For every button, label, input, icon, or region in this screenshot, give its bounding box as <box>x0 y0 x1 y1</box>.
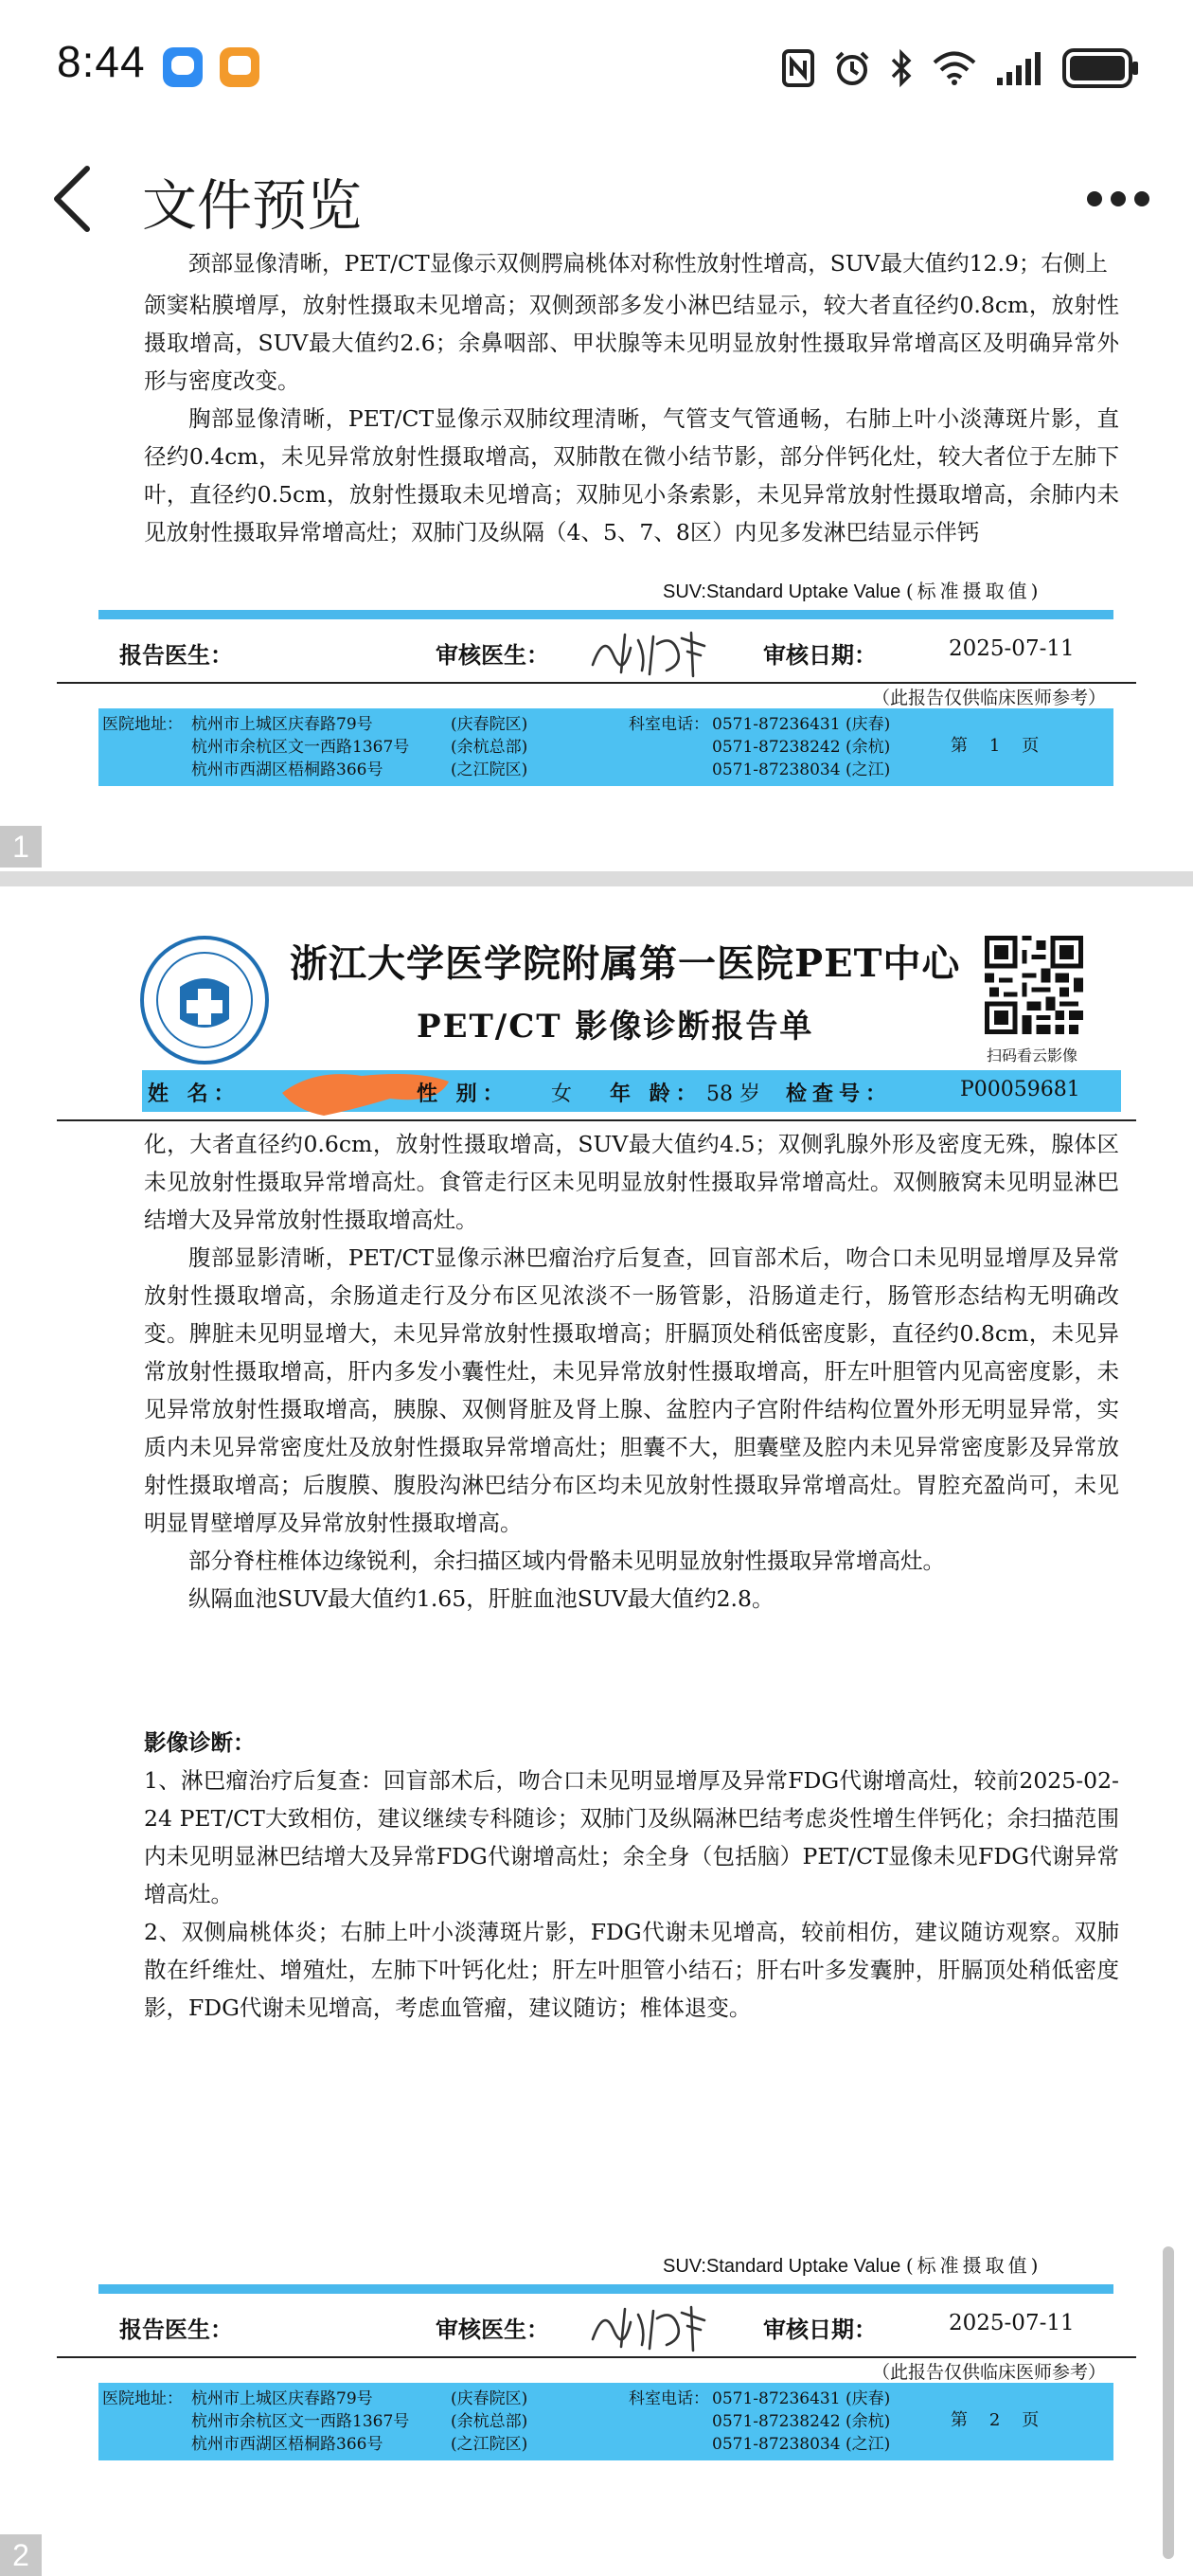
pdf-page-2 <box>0 886 1193 2576</box>
bluetooth-icon <box>890 49 913 87</box>
more-dots-icon <box>1085 180 1151 218</box>
report-title: PET/CT 影像诊断报告单 <box>417 1008 814 1046</box>
age-value: 58 岁 <box>706 1082 760 1106</box>
status-time: 8:44 <box>57 37 146 86</box>
reference-note: （此报告仅供临床医师参考） <box>871 2362 1106 2383</box>
age-label: 年 龄： <box>610 1082 703 1106</box>
system-icons <box>782 45 1140 91</box>
review-date: 2025-07-11 <box>949 2311 1075 2335</box>
report-body <box>144 1125 1119 1618</box>
nfc-icon <box>782 49 814 87</box>
paragraph: 颌窦粘膜增厚，放射性摄取未见增高；双侧颈部多发小淋巴结显示，较大者直径约0.8cm，放射性摄取增高，SUV最大值约2.6；余鼻咽部、甲状腺等未见明显放射性摄取异常增高区及明确异常外形与密度改变。 <box>144 292 1119 394</box>
review-doctor-label: 审核医生： <box>436 641 549 669</box>
back-button[interactable] <box>45 163 102 235</box>
review-doctor-label: 审核医生： <box>436 2316 549 2343</box>
paragraph: 腹部显影清晰，PET/CT显像示淋巴瘤治疗后复查，回盲部术后，吻合口未见明显增厚及异常放射性摄取增高，余肠道走行及分布区见浓淡不一肠管影，沿肠道走行，肠管形态结构无明确改变。脾脏未见明显增大，未见异常放射性摄取增高；肝膈顶处稍低密度影，直径约0.8cm，未见异常放射性摄取增高，肝内多发小囊性灶，未见异常放射性摄取增高，肝左叶胆管内见高密度影，未见异常放射性摄取增高，胰腺、双侧肾脏及肾上腺、盆腔内子宫附件结构位置外形无明显异常，实质内未见异常密度灶及放射性摄取异常增高灶；胆囊不大，胆囊壁及腔内未见异常密度影及异常放射性摄取增高；后腹膜、腹股沟淋巴结分布区均未见放射性摄取异常增高灶。胃腔充盈尚可，未见明显胃壁增厚及异常放射性摄取增高。 <box>144 1244 1119 1536</box>
app-notification-icon <box>220 47 259 87</box>
suv-note: SUV:Standard Uptake Value (标准摄取值) <box>663 580 1042 602</box>
more-button[interactable] <box>1085 180 1151 218</box>
qr-caption: 扫码看云影像 <box>987 1046 1078 1064</box>
review-date: 2025-07-11 <box>949 636 1075 661</box>
phone-list: 0571-87236431 (庆春) 0571-87238242 (余杭) 0571-87238034 (之江) <box>712 2389 891 2454</box>
address-label: 医院地址： <box>102 2389 183 2408</box>
text-line: 颈部显像清晰，PET/CT显像示双侧腭扁桃体对称性放射性增高，SUV最大值约12.9；右侧上 <box>188 250 1108 277</box>
paragraph: 胸部显像清晰，PET/CT显像示双肺纹理清晰，气管支气管通畅，右肺上叶小淡薄斑片影，直径约0.4cm，未见异常放射性摄取增高，双肺散在微小结节影，部分伴钙化灶，较大者位于左肺下叶，直径约0.5cm，放射性摄取未见增高；双肺见小条索影，未见异常放射性摄取增高，余肺内未见放射性摄取异常增高灶；双肺门及纵隔（4、5、7、8区）内见多发淋巴结显示伴钙 <box>144 405 1119 546</box>
chevron-left-icon <box>45 163 102 235</box>
exam-no-value: P00059681 <box>960 1078 1080 1101</box>
diagnosis-section <box>144 1724 1119 2027</box>
report-footer <box>0 576 1193 779</box>
qr-code[interactable] <box>985 936 1083 1034</box>
signature-row <box>0 2301 1193 2349</box>
cutoff-line <box>144 244 1119 282</box>
sex-label: 性 别： <box>417 1082 509 1106</box>
address-label: 医院地址： <box>102 715 183 734</box>
status-bar <box>0 0 1193 133</box>
paragraph: 纵隔血池SUV最大值约1.65，肝脏血池SUV最大值约2.8。 <box>188 1585 775 1612</box>
paragraph: 化，大者直径约0.6cm，放射性摄取增高，SUV最大值约4.5；双侧乳腺外形及密度无殊，腺体区未见放射性摄取异常增高灶。食管走行区未见明显放射性摄取异常增高灶。双侧腋窝未见明显淋巴结增大及异常放射性摄取增高灶。 <box>144 1131 1119 1233</box>
report-doctor-label: 报告医生： <box>119 641 233 669</box>
wifi-icon <box>932 50 977 86</box>
phone-label: 科室电话： <box>629 2389 709 2408</box>
report-footer <box>0 2250 1193 2454</box>
footer-divider-blue <box>98 2284 1113 2294</box>
signature-image <box>587 2301 710 2354</box>
review-date-label: 审核日期： <box>763 641 877 669</box>
diagnosis-item: 2、双侧扁桃体炎；右肺上叶小淡薄斑片影，FDG代谢未见增高，较前相仿，建议随访观察。双肺散在纤维灶、增殖灶，左肺下叶钙化灶；肝左叶胆管小结石；肝右叶多发囊肿，肝膈顶处稍低密度影，FDG代谢未见增高，考虑血管瘤，建议随访；椎体退变。 <box>144 1919 1119 2021</box>
header-divider <box>57 1119 1136 1121</box>
sex-value: 女 <box>551 1082 573 1106</box>
footer-page-number: 第 1 页 <box>951 736 1040 756</box>
report-doctor-label: 报告医生： <box>119 2316 233 2343</box>
hospital-contact-band <box>98 2383 1113 2460</box>
phone-list: 0571-87236431 (庆春) 0571-87238242 (余杭) 0571-87238034 (之江) <box>712 715 891 779</box>
diagnosis-heading: 影像诊断： <box>144 1729 256 1756</box>
suv-note: SUV:Standard Uptake Value (标准摄取值) <box>663 2254 1042 2277</box>
page-index-badge: 2 <box>0 2534 42 2576</box>
signal-icon <box>996 51 1043 85</box>
report-body <box>144 286 1119 551</box>
hospital-logo <box>138 934 271 1066</box>
campus-list: (庆春院区) (余杭总部) (之江院区) <box>451 715 528 779</box>
page-index-badge: 1 <box>0 826 42 868</box>
page-title: 文件预览 <box>142 173 363 238</box>
diagnosis-item: 1、淋巴瘤治疗后复查：回盲部术后，吻合口未见明显增厚及异常FDG代谢增高灶，较前2025-02-24 PET/CT大致相仿，建议继续专科随诊；双肺门及纵隔淋巴结考虑炎性增生伴钙化；余扫描范围内未见明显淋巴结增大及异常FDG代谢增高灶；余全身（包括脑）PET/CT显像未见FDG代谢异常增高灶。 <box>144 1767 1119 1907</box>
signature-image <box>587 627 710 680</box>
chat-notification-icon <box>163 47 203 87</box>
review-date-label: 审核日期： <box>763 2316 877 2343</box>
document-viewer[interactable] <box>0 250 1193 2576</box>
page-separator <box>0 871 1193 886</box>
reference-note: （此报告仅供临床医师参考） <box>871 688 1106 708</box>
phone-label: 科室电话： <box>629 715 709 734</box>
hospital-name: 浙江大学医学院附属第一医院PET中心 <box>290 941 961 986</box>
patient-info-bar <box>142 1070 1121 1112</box>
name-label: 姓 名： <box>148 1082 240 1106</box>
alarm-icon <box>833 49 871 87</box>
campus-list: (庆春院区) (余杭总部) (之江院区) <box>451 2389 528 2454</box>
exam-no-label: 检查号： <box>786 1082 893 1106</box>
address-list: 杭州市上城区庆春路79号 杭州市余杭区文一西路1367号 杭州市西湖区梧桐路366号 <box>191 715 410 779</box>
footer-page-number: 第 2 页 <box>951 2410 1040 2430</box>
footer-divider-blue <box>98 610 1113 619</box>
paragraph: 部分脊柱椎体边缘锐利，余扫描区域内骨骼未见明显放射性摄取异常增高灶。 <box>188 1547 945 1574</box>
scrollbar-thumb[interactable] <box>1163 2246 1174 2559</box>
pdf-page-1 <box>0 250 1193 871</box>
hospital-contact-band <box>98 708 1113 786</box>
address-list: 杭州市上城区庆春路79号 杭州市余杭区文一西路1367号 杭州市西湖区梧桐路366号 <box>191 2389 410 2454</box>
signature-row <box>0 627 1193 674</box>
battery-icon <box>1062 48 1140 88</box>
